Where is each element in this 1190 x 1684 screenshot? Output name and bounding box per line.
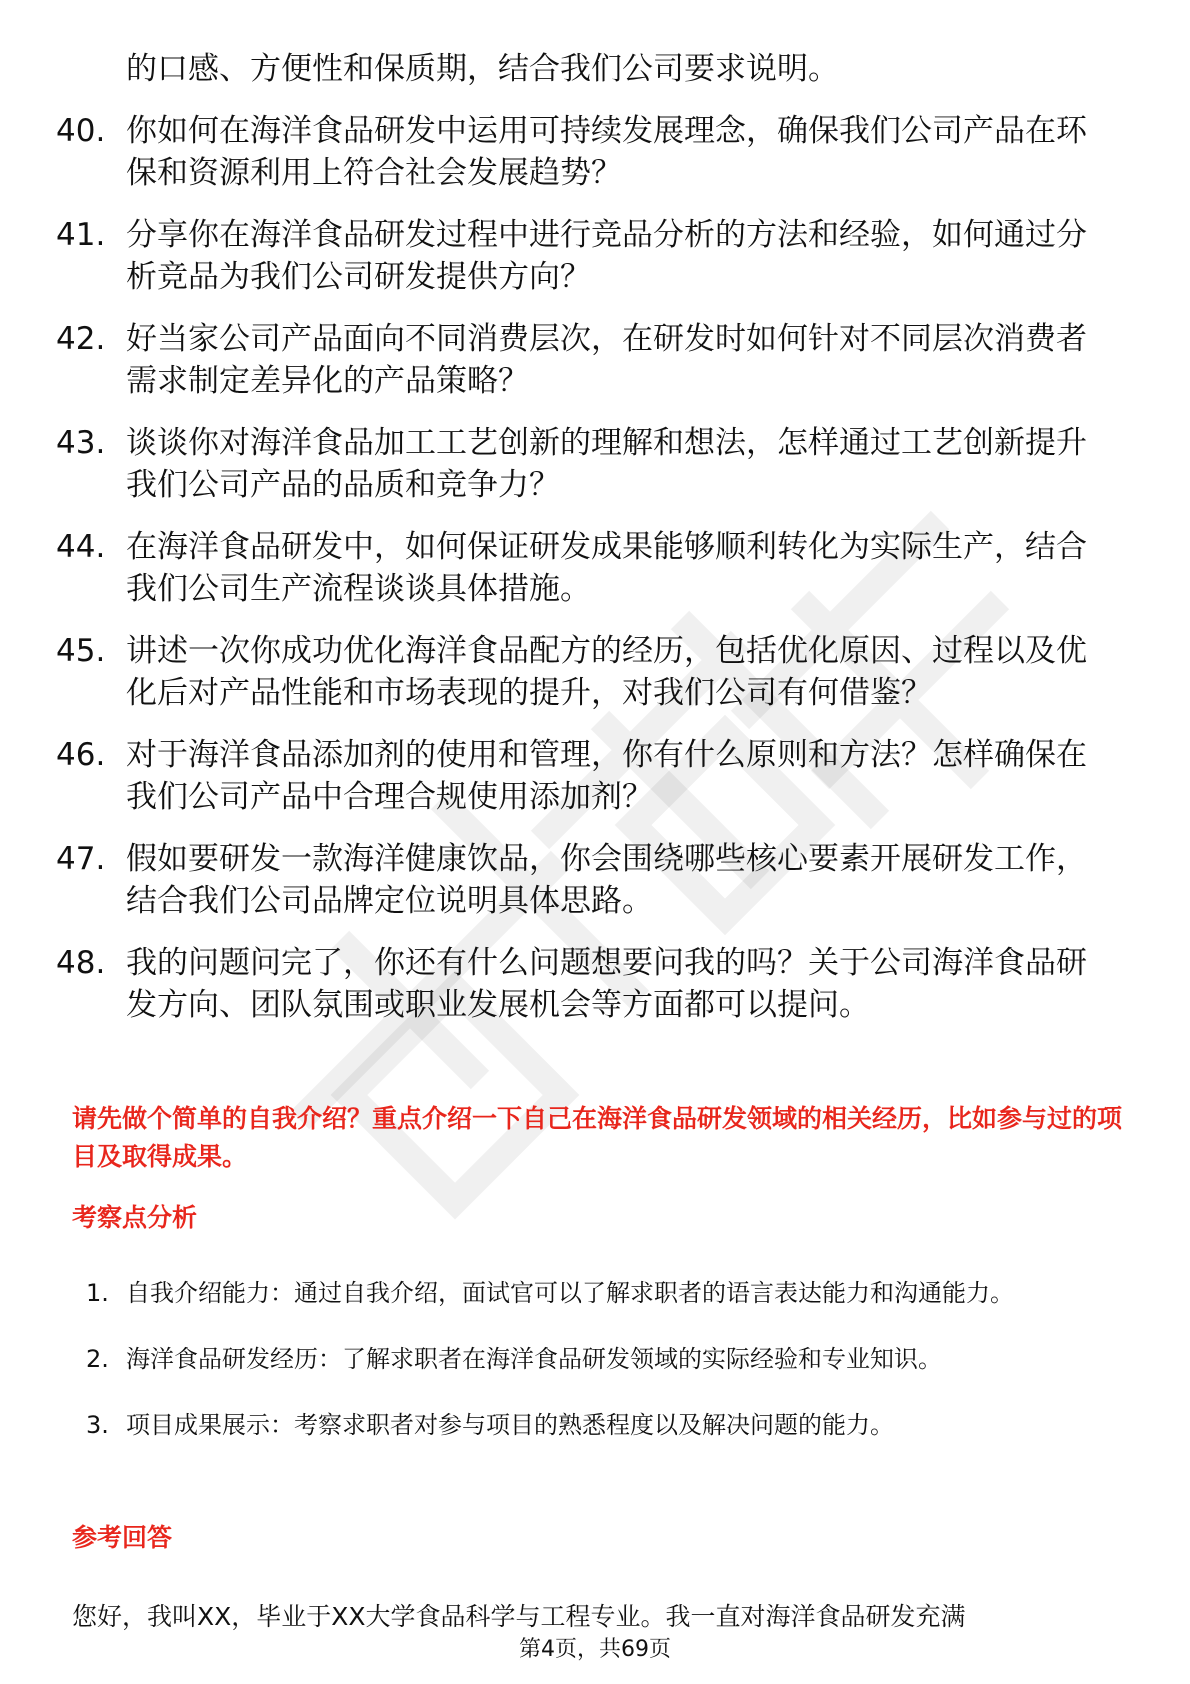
question-text: 假如要研发一款海洋健康饮品，你会围绕哪些核心要素开展研发工作，结合我们公司品牌定位说明具体思路。 <box>126 841 1087 919</box>
question-number: 45. <box>56 633 106 669</box>
continuation-text: 的口感、方便性和保质期，结合我们公司要求说明。 <box>126 51 839 87</box>
analysis-text: 海洋食品研发经历：了解求职者在海洋食品研发领域的实际经验和专业知识。 <box>126 1345 942 1373</box>
page-footer: 第4页，共69页 <box>519 1637 671 1662</box>
analysis-item <box>86 1396 1136 1454</box>
analysis-number: 1. <box>86 1279 109 1307</box>
question-number: 48. <box>56 945 106 981</box>
reference-answer-text: 您好，我叫XX，毕业于XX大学食品科学与工程专业。我一直对海洋食品研发充满 <box>72 1602 966 1631</box>
question-item <box>56 214 1136 298</box>
question-number: 43. <box>56 425 106 461</box>
question-number: 42. <box>56 321 106 357</box>
analysis-text: 自我介绍能力：通过自我介绍，面试官可以了解求职者的语言表达能力和沟通能力。 <box>126 1279 1014 1307</box>
question-item <box>56 734 1136 818</box>
question-item <box>56 630 1136 714</box>
analysis-item <box>86 1264 1136 1322</box>
question-item <box>56 526 1136 610</box>
question-item <box>56 838 1136 922</box>
question-text: 对于海洋食品添加剂的使用和管理，你有什么原则和方法？怎样确保在我们公司产品中合理合规使用添加剂？ <box>126 737 1087 815</box>
question-number: 40. <box>56 113 106 149</box>
analysis-text: 项目成果展示：考察求职者对参与项目的熟悉程度以及解决问题的能力。 <box>126 1411 894 1439</box>
analysis-list <box>86 1264 1136 1462</box>
analysis-number: 3. <box>86 1411 109 1439</box>
question-item <box>56 942 1136 1026</box>
question-number: 46. <box>56 737 106 773</box>
question-text: 好当家公司产品面向不同消费层次，在研发时如何针对不同层次消费者需求制定差异化的产品策略？ <box>126 321 1087 399</box>
question-item <box>56 422 1136 506</box>
question-number: 41. <box>56 217 106 253</box>
question-number: 44. <box>56 529 106 565</box>
analysis-number: 2. <box>86 1345 109 1373</box>
question-text: 在海洋食品研发中，如何保证研发成果能够顺利转化为实际生产，结合我们公司生产流程谈谈具体措施。 <box>126 529 1087 607</box>
question-text: 讲述一次你成功优化海洋食品配方的经历，包括优化原因、过程以及优化后对产品性能和市场表现的提升，对我们公司有何借鉴？ <box>126 633 1087 711</box>
question-list <box>56 110 1136 1046</box>
question-item <box>56 110 1136 194</box>
reference-heading: 参考回答 <box>72 1523 173 1552</box>
question-text: 我的问题问完了，你还有什么问题想要问我的吗？关于公司海洋食品研发方向、团队氛围或职业发展机会等方面都可以提问。 <box>126 945 1087 1023</box>
analysis-item <box>86 1330 1136 1388</box>
analysis-heading: 考察点分析 <box>72 1203 198 1232</box>
question-text: 你如何在海洋食品研发中运用可持续发展理念，确保我们公司产品在环保和资源利用上符合社会发展趋势？ <box>126 113 1087 191</box>
question-text: 谈谈你对海洋食品加工工艺创新的理解和想法，怎样通过工艺创新提升我们公司产品的品质和竞争力？ <box>126 425 1087 503</box>
question-item <box>56 318 1136 402</box>
highlight-question: 请先做个简单的自我介绍？重点介绍一下自己在海洋食品研发领域的相关经历，比如参与过的项目及取得成果。 <box>72 1104 1123 1171</box>
question-text: 分享你在海洋食品研发过程中进行竞品分析的方法和经验，如何通过分析竞品为我们公司研发提供方向？ <box>126 217 1087 295</box>
question-number: 47. <box>56 841 106 877</box>
